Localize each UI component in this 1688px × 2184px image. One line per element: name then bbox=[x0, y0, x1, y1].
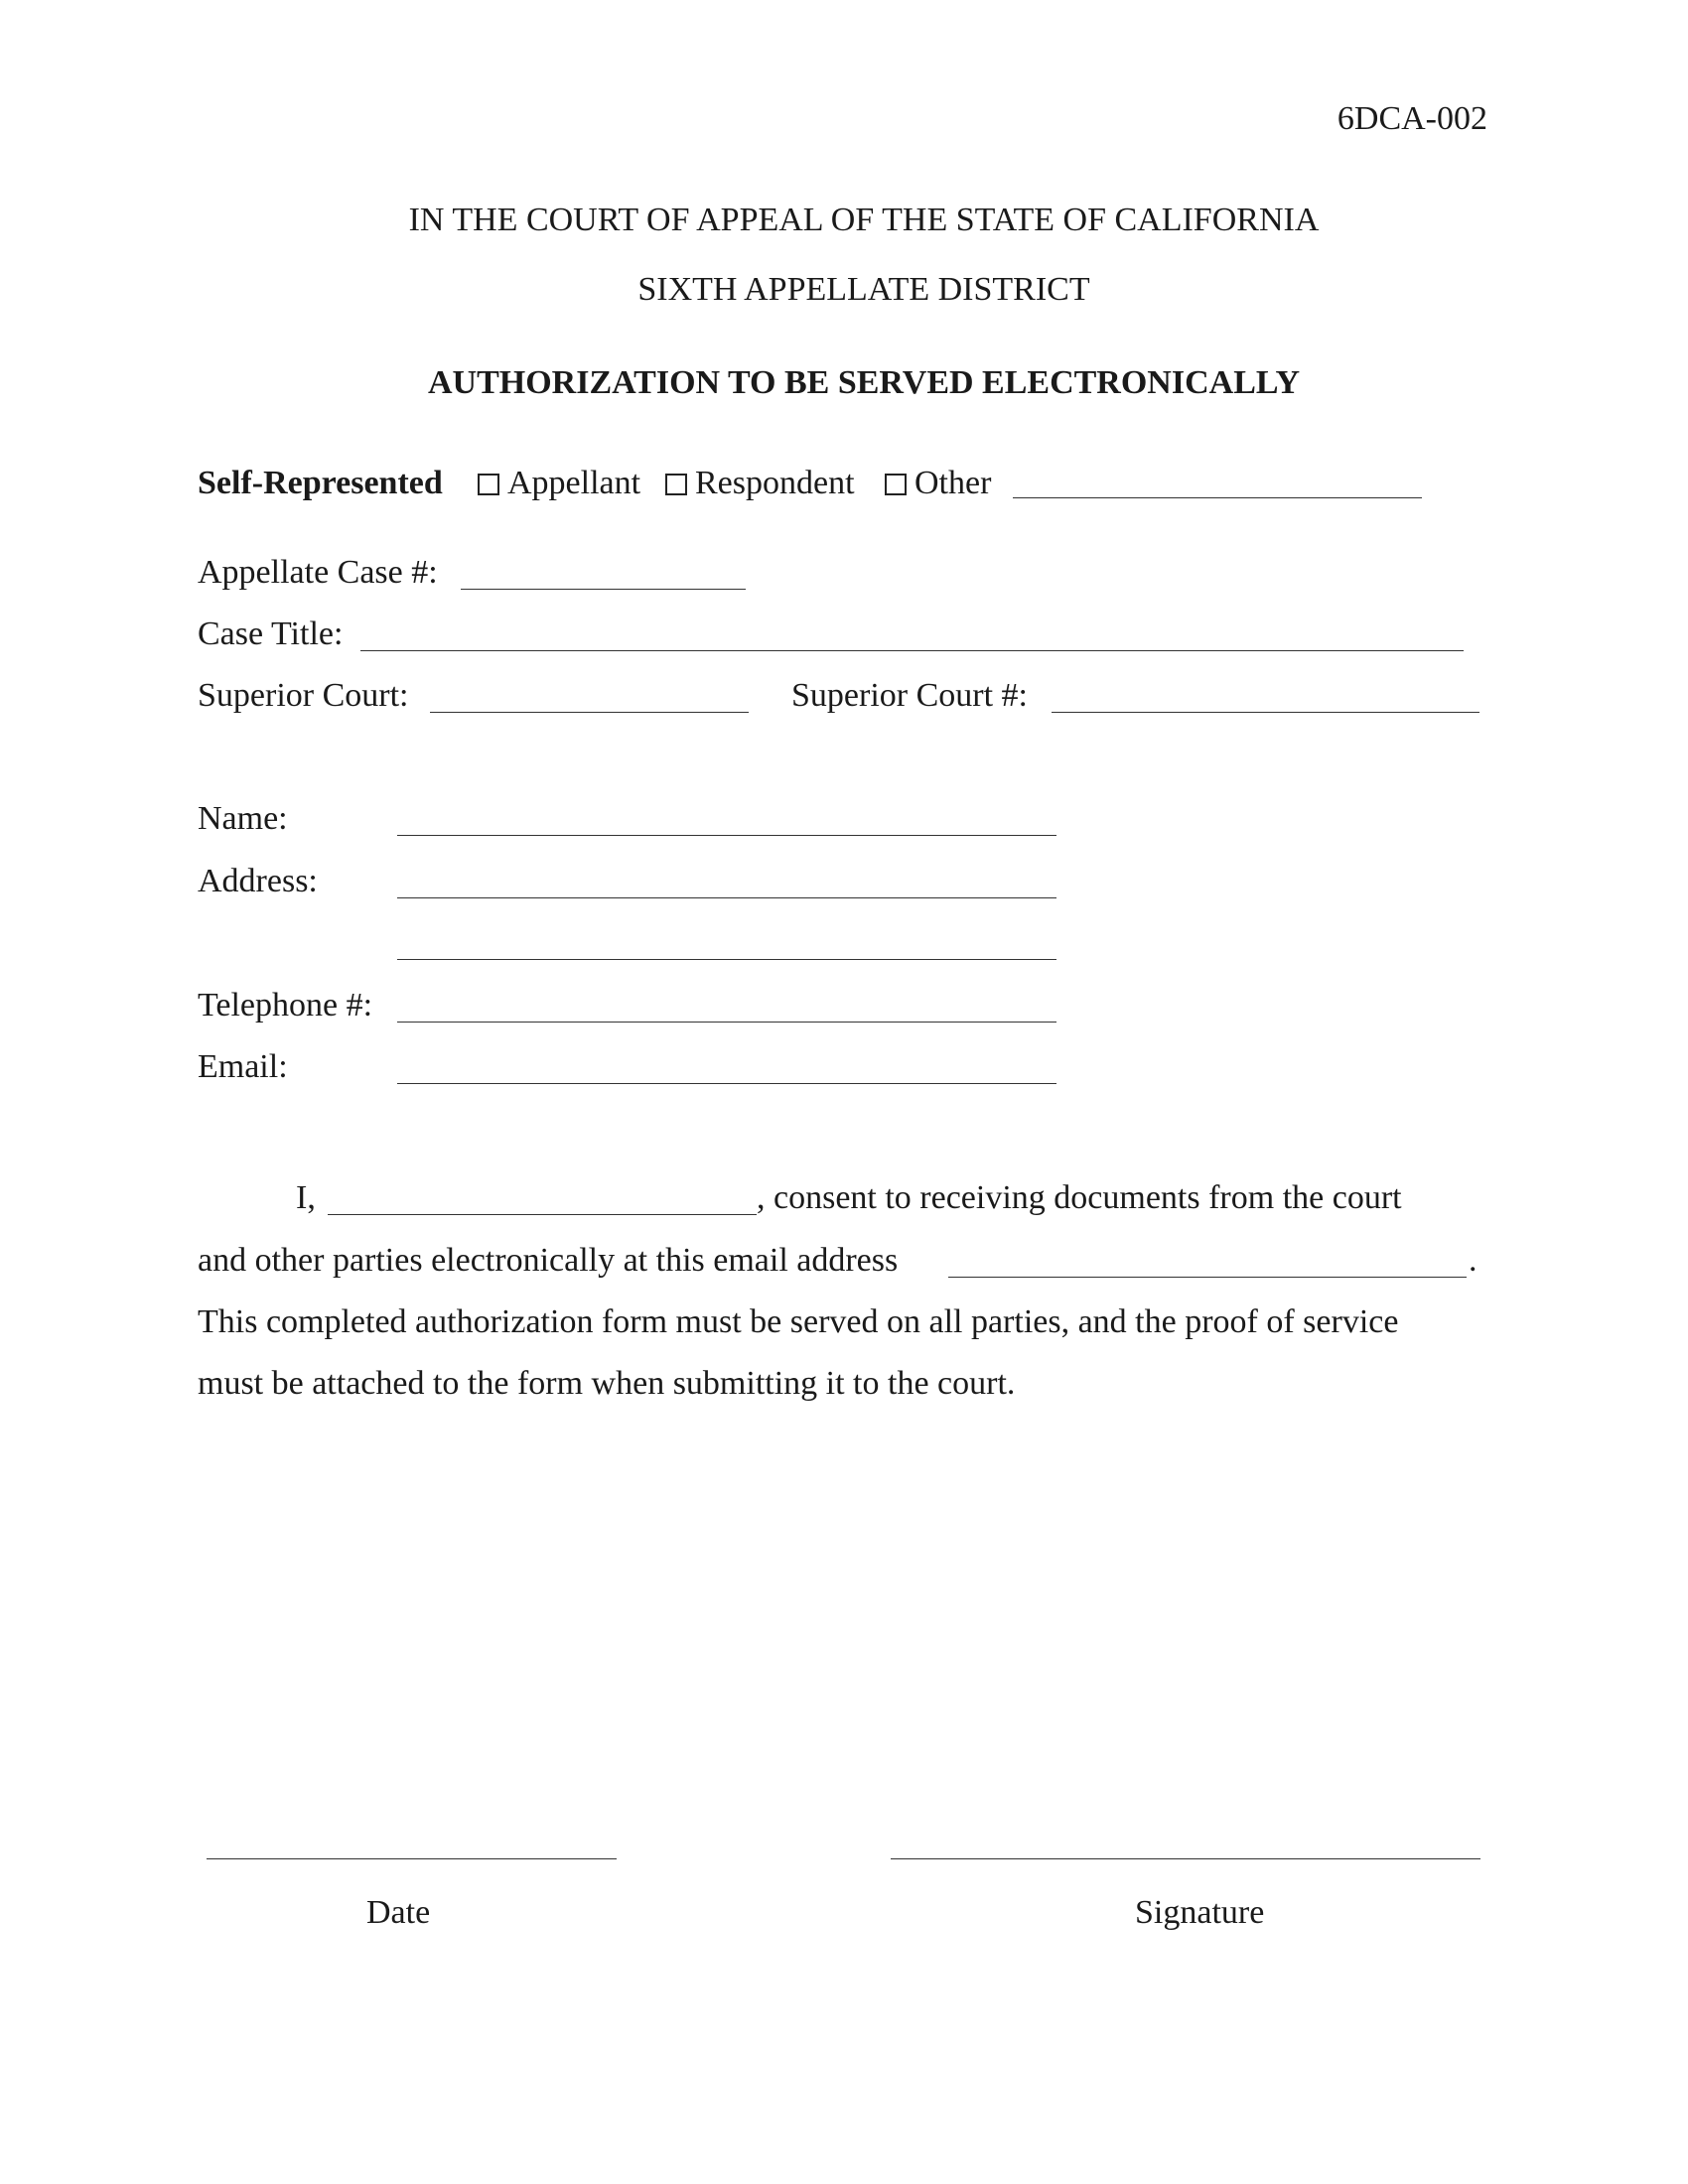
consent-line-2-end: . bbox=[1469, 1242, 1477, 1279]
superior-court-label: Superior Court: bbox=[198, 677, 409, 714]
appellate-case-label: Appellate Case #: bbox=[198, 554, 438, 591]
superior-court-field[interactable] bbox=[430, 712, 749, 713]
email-label: Email: bbox=[198, 1048, 288, 1085]
address-label: Address: bbox=[198, 863, 318, 899]
other-label: Other bbox=[914, 465, 992, 501]
name-label: Name: bbox=[198, 800, 288, 837]
court-heading: IN THE COURT OF APPEAL OF THE STATE OF CALIFORNIA bbox=[408, 202, 1320, 238]
superior-court-number-field[interactable] bbox=[1052, 712, 1479, 713]
signature-label: Signature bbox=[1135, 1894, 1265, 1931]
consent-line-3: This completed authorization form must be served on all parties, and the proof of service bbox=[198, 1303, 1399, 1340]
option-respondent[interactable] bbox=[665, 464, 855, 503]
consent-email-field[interactable] bbox=[948, 1277, 1467, 1278]
date-field[interactable] bbox=[207, 1858, 617, 1859]
option-other[interactable] bbox=[885, 464, 991, 503]
appellant-checkbox[interactable] bbox=[478, 474, 499, 495]
telephone-label: Telephone #: bbox=[198, 987, 373, 1024]
respondent-checkbox[interactable] bbox=[665, 474, 687, 495]
appellant-label: Appellant bbox=[507, 465, 641, 501]
consent-name-field[interactable] bbox=[328, 1214, 757, 1215]
telephone-field[interactable] bbox=[397, 1022, 1056, 1023]
option-appellant[interactable] bbox=[478, 464, 640, 503]
form-number: 6DCA-002 bbox=[1336, 100, 1487, 137]
email-field[interactable] bbox=[397, 1083, 1056, 1084]
name-field[interactable] bbox=[397, 835, 1056, 836]
district-heading: SIXTH APPELLATE DISTRICT bbox=[637, 271, 1090, 308]
respondent-label: Respondent bbox=[695, 465, 855, 501]
consent-line-1: , consent to receiving documents from the court bbox=[757, 1179, 1402, 1216]
other-checkbox[interactable] bbox=[885, 474, 907, 495]
consent-prefix: I, bbox=[296, 1179, 316, 1216]
form-title: AUTHORIZATION TO BE SERVED ELECTRONICALLY bbox=[427, 364, 1300, 401]
other-field[interactable] bbox=[1013, 497, 1422, 498]
appellate-case-field[interactable] bbox=[461, 589, 746, 590]
consent-line-2: and other parties electronically at this email address bbox=[198, 1242, 899, 1279]
self-represented-label: Self-Represented bbox=[198, 465, 443, 501]
date-label: Date bbox=[366, 1894, 431, 1931]
consent-line-4: must be attached to the form when submitting it to the court. bbox=[198, 1365, 1016, 1402]
case-title-field[interactable] bbox=[360, 650, 1464, 651]
signature-field[interactable] bbox=[891, 1858, 1480, 1859]
address-field-line-2[interactable] bbox=[397, 959, 1056, 960]
address-field-line-1[interactable] bbox=[397, 897, 1056, 898]
case-title-label: Case Title: bbox=[198, 615, 344, 652]
superior-court-number-label: Superior Court #: bbox=[791, 677, 1028, 714]
